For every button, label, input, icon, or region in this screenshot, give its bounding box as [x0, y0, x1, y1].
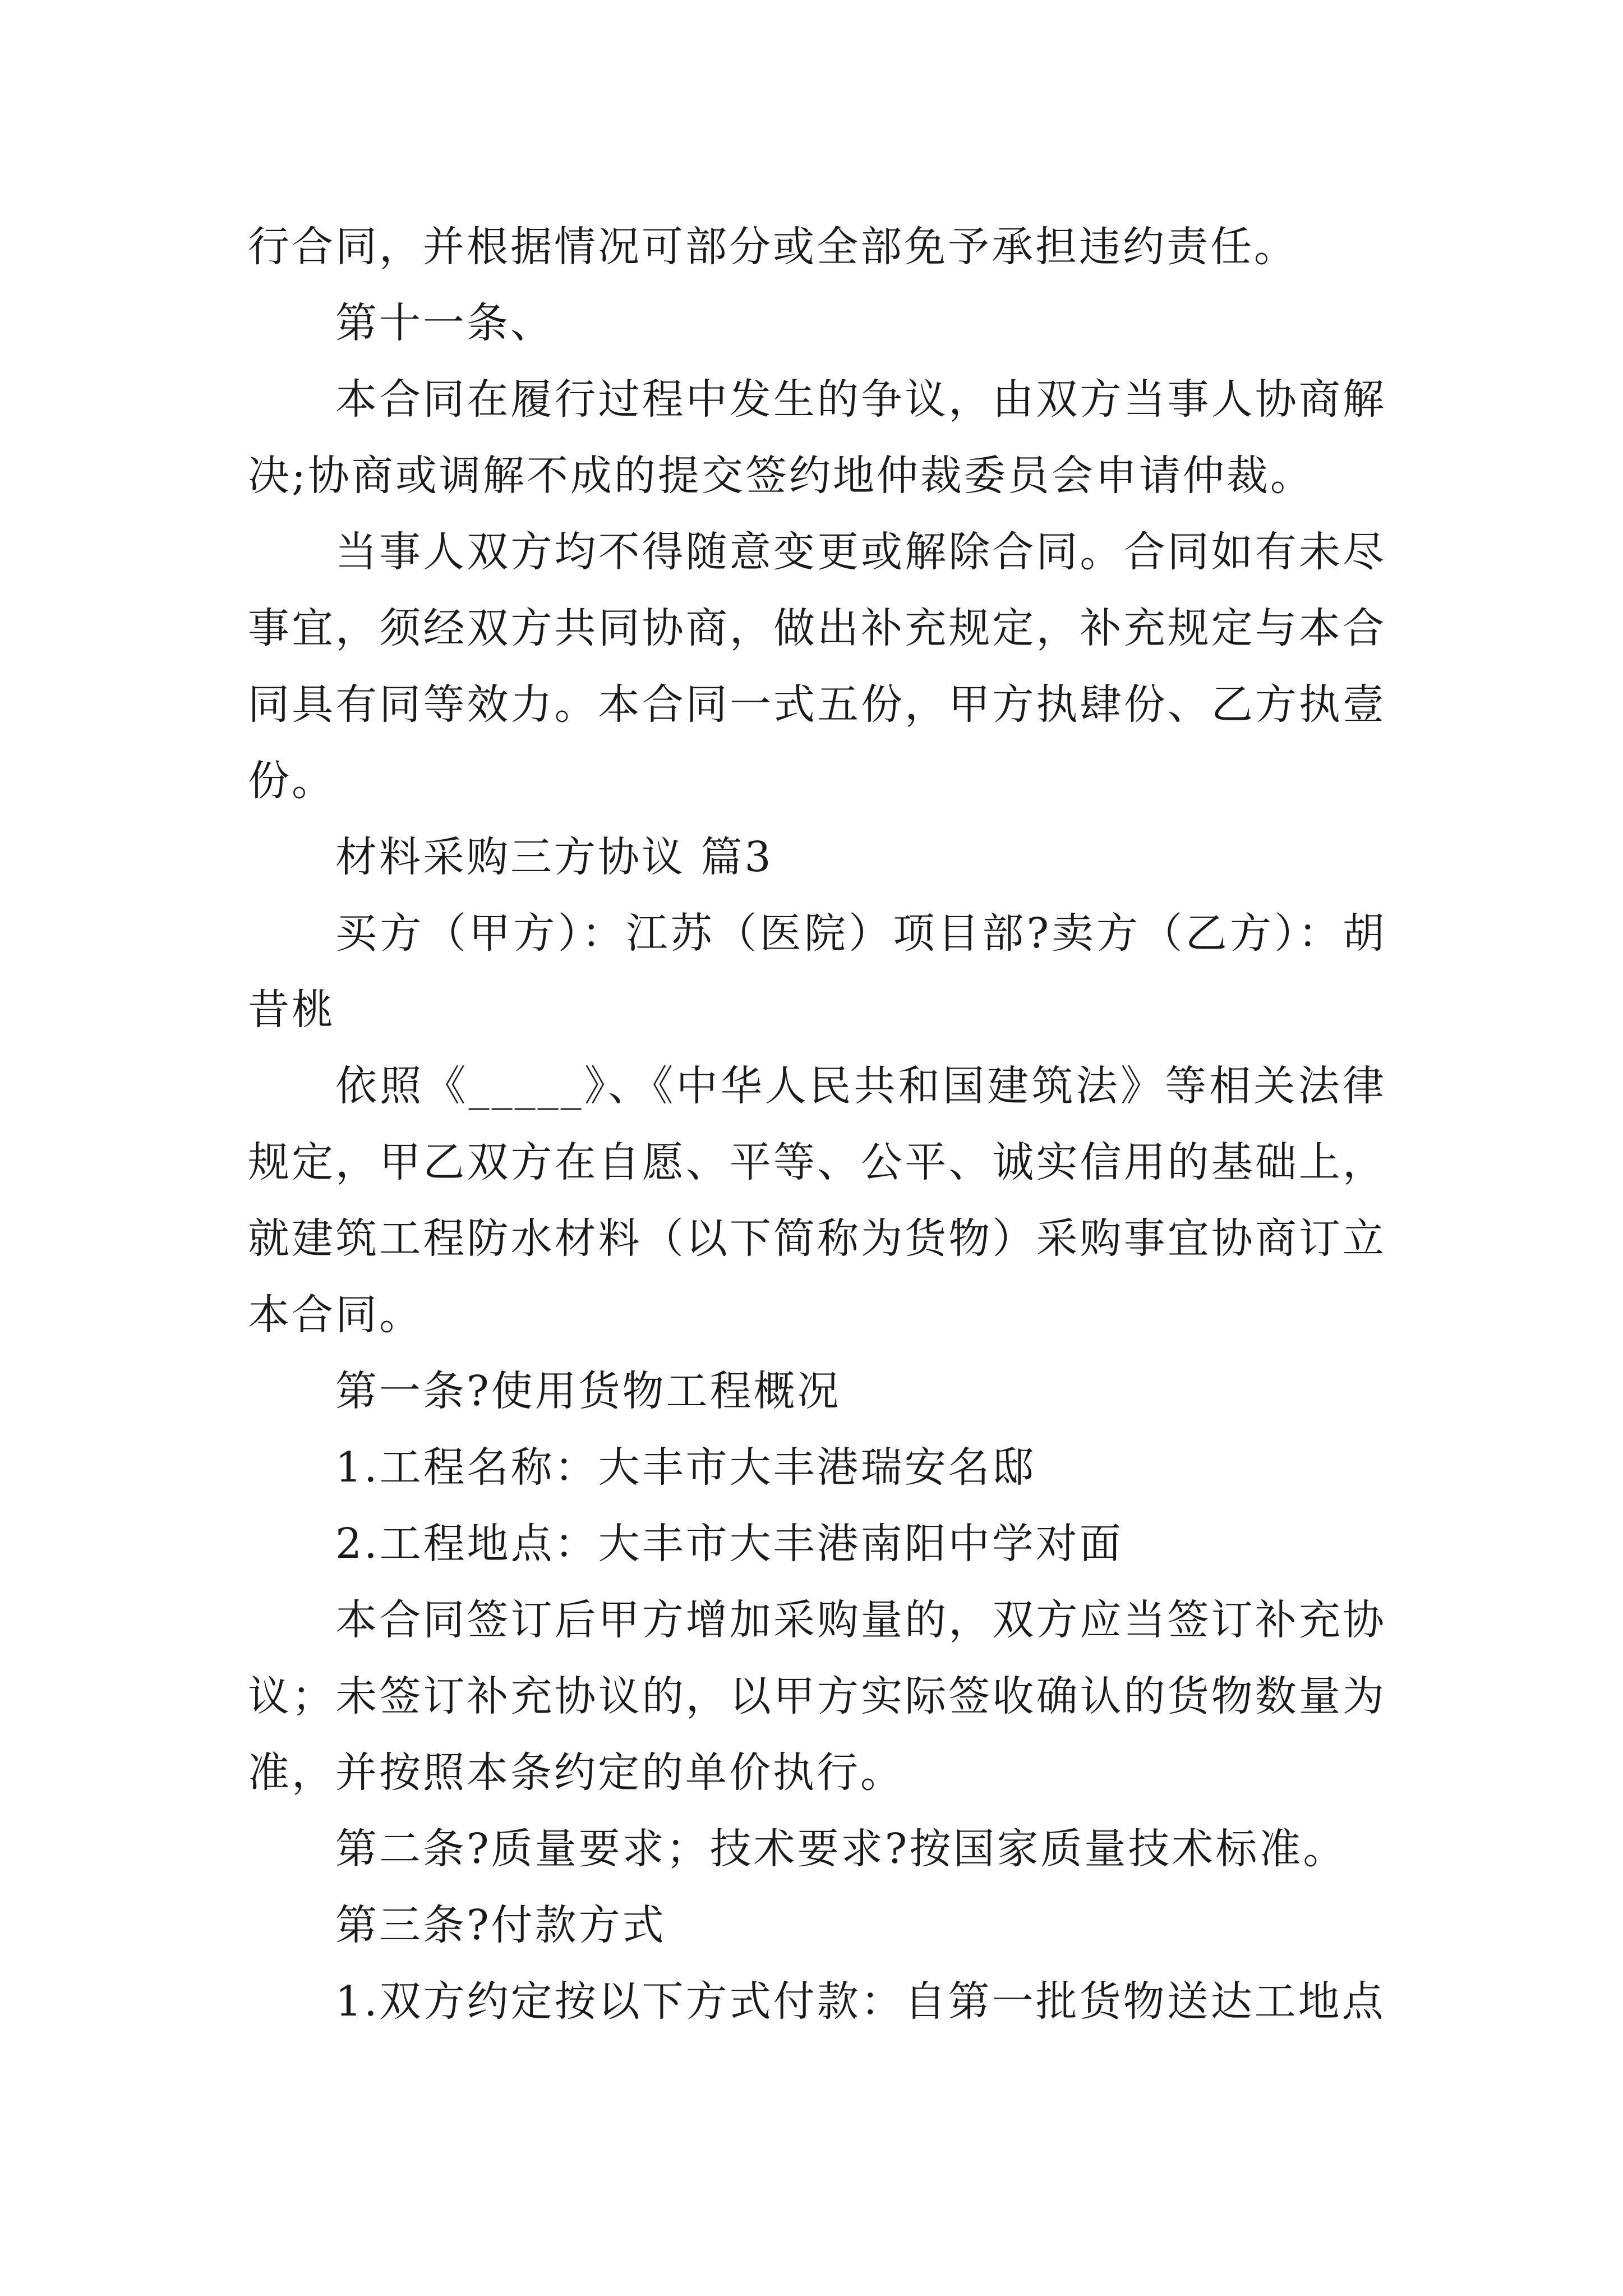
- article-11-heading: 第十一条、: [335, 299, 554, 347]
- section-title: 材料采购三方协议 篇3: [335, 833, 773, 881]
- contract-validity-paragraph: 当事人双方均不得随意变更或解除合同。合同如有未尽事宜，须经双方共同协商，做出补充规定，补充规定与本合同具有同等效力。本合同一式五份，甲方执肆份、乙方执壹份。: [248, 528, 1386, 805]
- supplementary-agreement-paragraph: 本合同签订后甲方增加采购量的，双方应当签订补充协议；未签订补充协议的，以甲方实际签收确认的货物数量为准，并按照本条约定的单价执行。: [248, 1596, 1386, 1797]
- payment-method-item: 1.双方约定按以下方式付款：自第一批货物送达工地点: [335, 1977, 1386, 2026]
- article-1-heading: 第一条?使用货物工程概况: [335, 1367, 841, 1415]
- legal-basis-paragraph: 依照《_____》、《中华人民共和国建筑法》等相关法律规定，甲乙双方在自愿、平等、公平、诚实信用的基础上，就建筑工程防水材料（以下简称为货物）采购事宜协商订立本合同。: [248, 1062, 1386, 1339]
- dispute-resolution-paragraph: 本合同在履行过程中发生的争议，由双方当事人协商解决;协商或调解不成的提交签约地仲裁委员会申请仲裁。: [248, 375, 1386, 500]
- project-name-item: 1.工程名称：大丰市大丰港瑞安名邸: [335, 1443, 1036, 1492]
- article-2-quality-paragraph: 第二条?质量要求；技术要求?按国家质量技术标准。: [335, 1825, 1347, 1873]
- paragraph-continuation: 行合同，并根据情况可部分或全部免予承担违约责任。: [248, 223, 1298, 271]
- article-3-heading: 第三条?付款方式: [335, 1901, 666, 1949]
- parties-paragraph: 买方（甲方）：江苏（医院）项目部?卖方（乙方）：胡昔桃: [248, 909, 1386, 1034]
- document-body: [248, 209, 1386, 2040]
- project-location-item: 2.工程地点：大丰市大丰港南阳中学对面: [335, 1520, 1123, 1568]
